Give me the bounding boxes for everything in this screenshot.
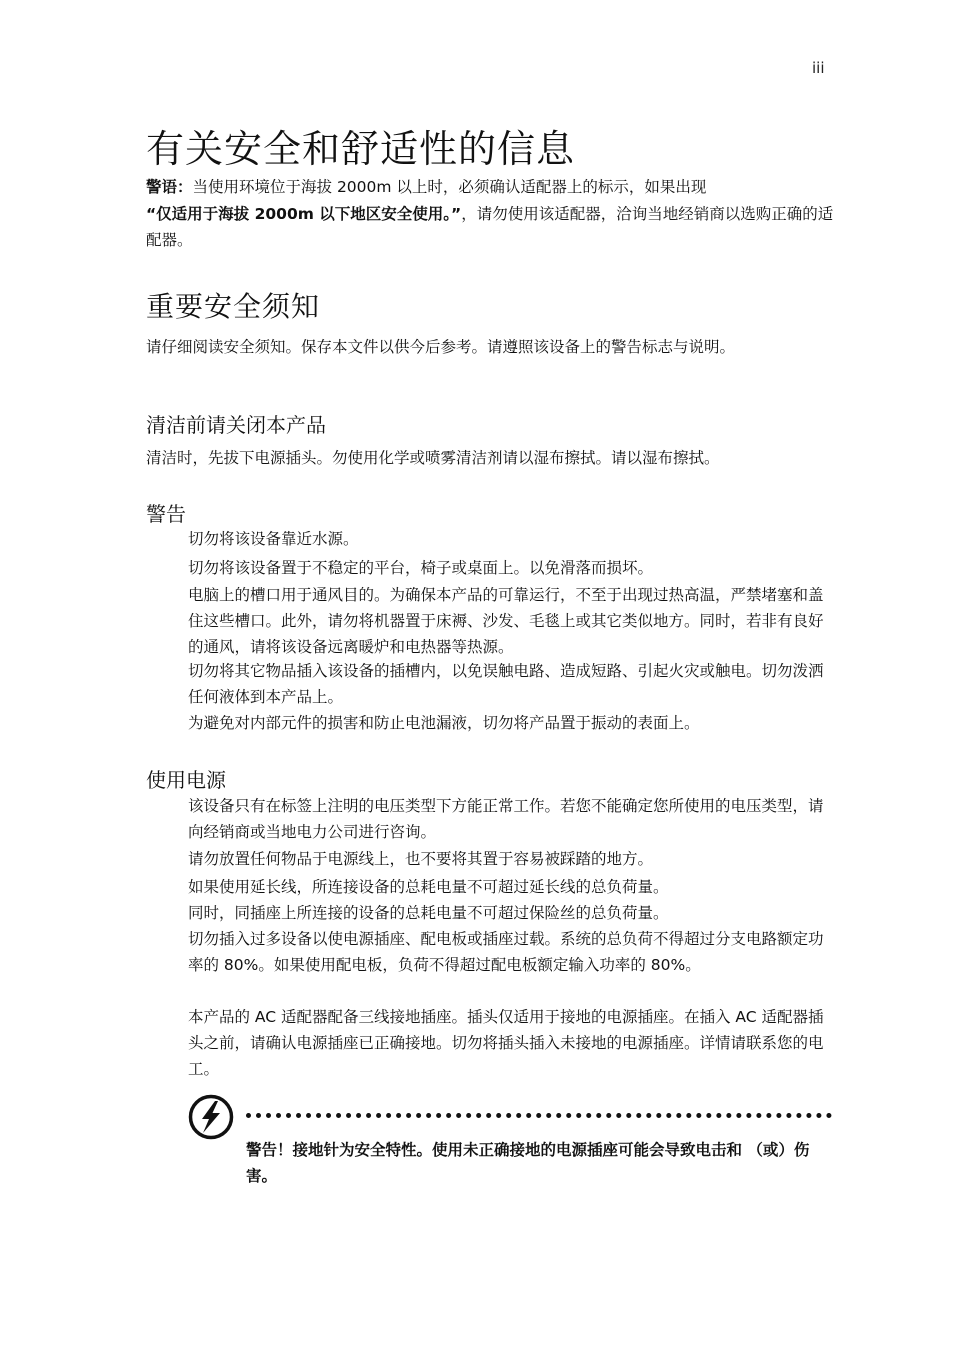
power-item: 如果使用延长线，所连接设备的总耗电量不可超过延长线的总负荷量。	[188, 878, 669, 896]
lightning-warning-icon	[188, 1094, 234, 1140]
section-title: 重要安全须知	[146, 290, 321, 323]
cleaning-text: 清洁时，先拔下电源插头。勿使用化学或喷雾清洁剂请以湿布擦拭。请以湿布擦拭。	[146, 449, 720, 467]
altitude-warning-text: 当使用环境位于海拔 2000m 以上时，必须确认适配器上的标示，如果出现	[192, 178, 707, 196]
warning-item: 切勿将该设备置于不稳定的平台，椅子或桌面上。以免滑落而损坏。	[188, 559, 654, 577]
cleaning-heading: 清洁前请关闭本产品	[146, 413, 326, 437]
altitude-warning-label: 警语：	[146, 178, 193, 196]
warning-item: 电脑上的槽口用于通风目的。为确保本产品的可靠运行，不至于出现过热高温，严禁堵塞和盖住这些槽口。此外，请勿将机器置于床褥、沙发、毛毯上或其它类似地方。同时，若非有良好的通风，请将该设备远离暖炉和电热器等热源。	[188, 586, 824, 656]
altitude-warning-quote: “仅适用于海拔 2000m 以下地区安全使用。”	[146, 204, 462, 223]
callout-warning-text: 警告！接地针为安全特性。使用未正确接地的电源插座可能会导致电击和 （或）伤害。	[246, 1141, 810, 1185]
power-item: 切勿插入过多设备以使电源插座、配电板或插座过载。系统的总负荷不得超过分支电路额定功率的 80%。如果使用配电板，负荷不得超过配电板额定输入功率的 80%。	[188, 930, 824, 974]
warnings-heading: 警告	[146, 502, 186, 526]
power-item: 请勿放置任何物品于电源线上，也不要将其置于容易被踩踏的地方。	[188, 850, 654, 868]
power-item: 该设备只有在标签上注明的电压类型下方能正常工作。若您不能确定您所使用的电压类型，请向经销商或当地电力公司进行咨询。	[188, 797, 824, 841]
power-heading: 使用电源	[146, 768, 226, 792]
power-item: 本产品的 AC 适配器配备三线接地插座。插头仅适用于接地的电源插座。在插入 AC 适配器插头之前，请确认电源插座已正确接地。切勿将插头插入未接地的电源插座。详情请联系您的电工。	[188, 1008, 824, 1078]
altitude-warning-tail: ，请勿使用该适配器，洽询当地经销商以选购正确的适配器。	[146, 204, 834, 249]
warning-item: 为避免对内部元件的损害和防止电池漏液，切勿将产品置于振动的表面上。	[188, 714, 700, 732]
warning-item: 切勿将该设备靠近水源。	[188, 530, 359, 548]
callout-divider	[246, 1113, 832, 1118]
altitude-warning	[146, 174, 836, 254]
power-item: 同时，同插座上所连接的设备的总耗电量不可超过保险丝的总负荷量。	[188, 904, 669, 922]
page-number: iii	[812, 59, 825, 77]
warning-item: 切勿将其它物品插入该设备的插槽内，以免误触电路、造成短路、引起火灾或触电。切勿泼洒任何液体到本产品上。	[188, 662, 824, 706]
page-title: 有关安全和舒适性的信息	[146, 127, 576, 171]
intro-paragraph: 请仔细阅读安全须知。保存本文件以供今后参考。请遵照该设备上的警告标志与说明。	[146, 338, 736, 356]
